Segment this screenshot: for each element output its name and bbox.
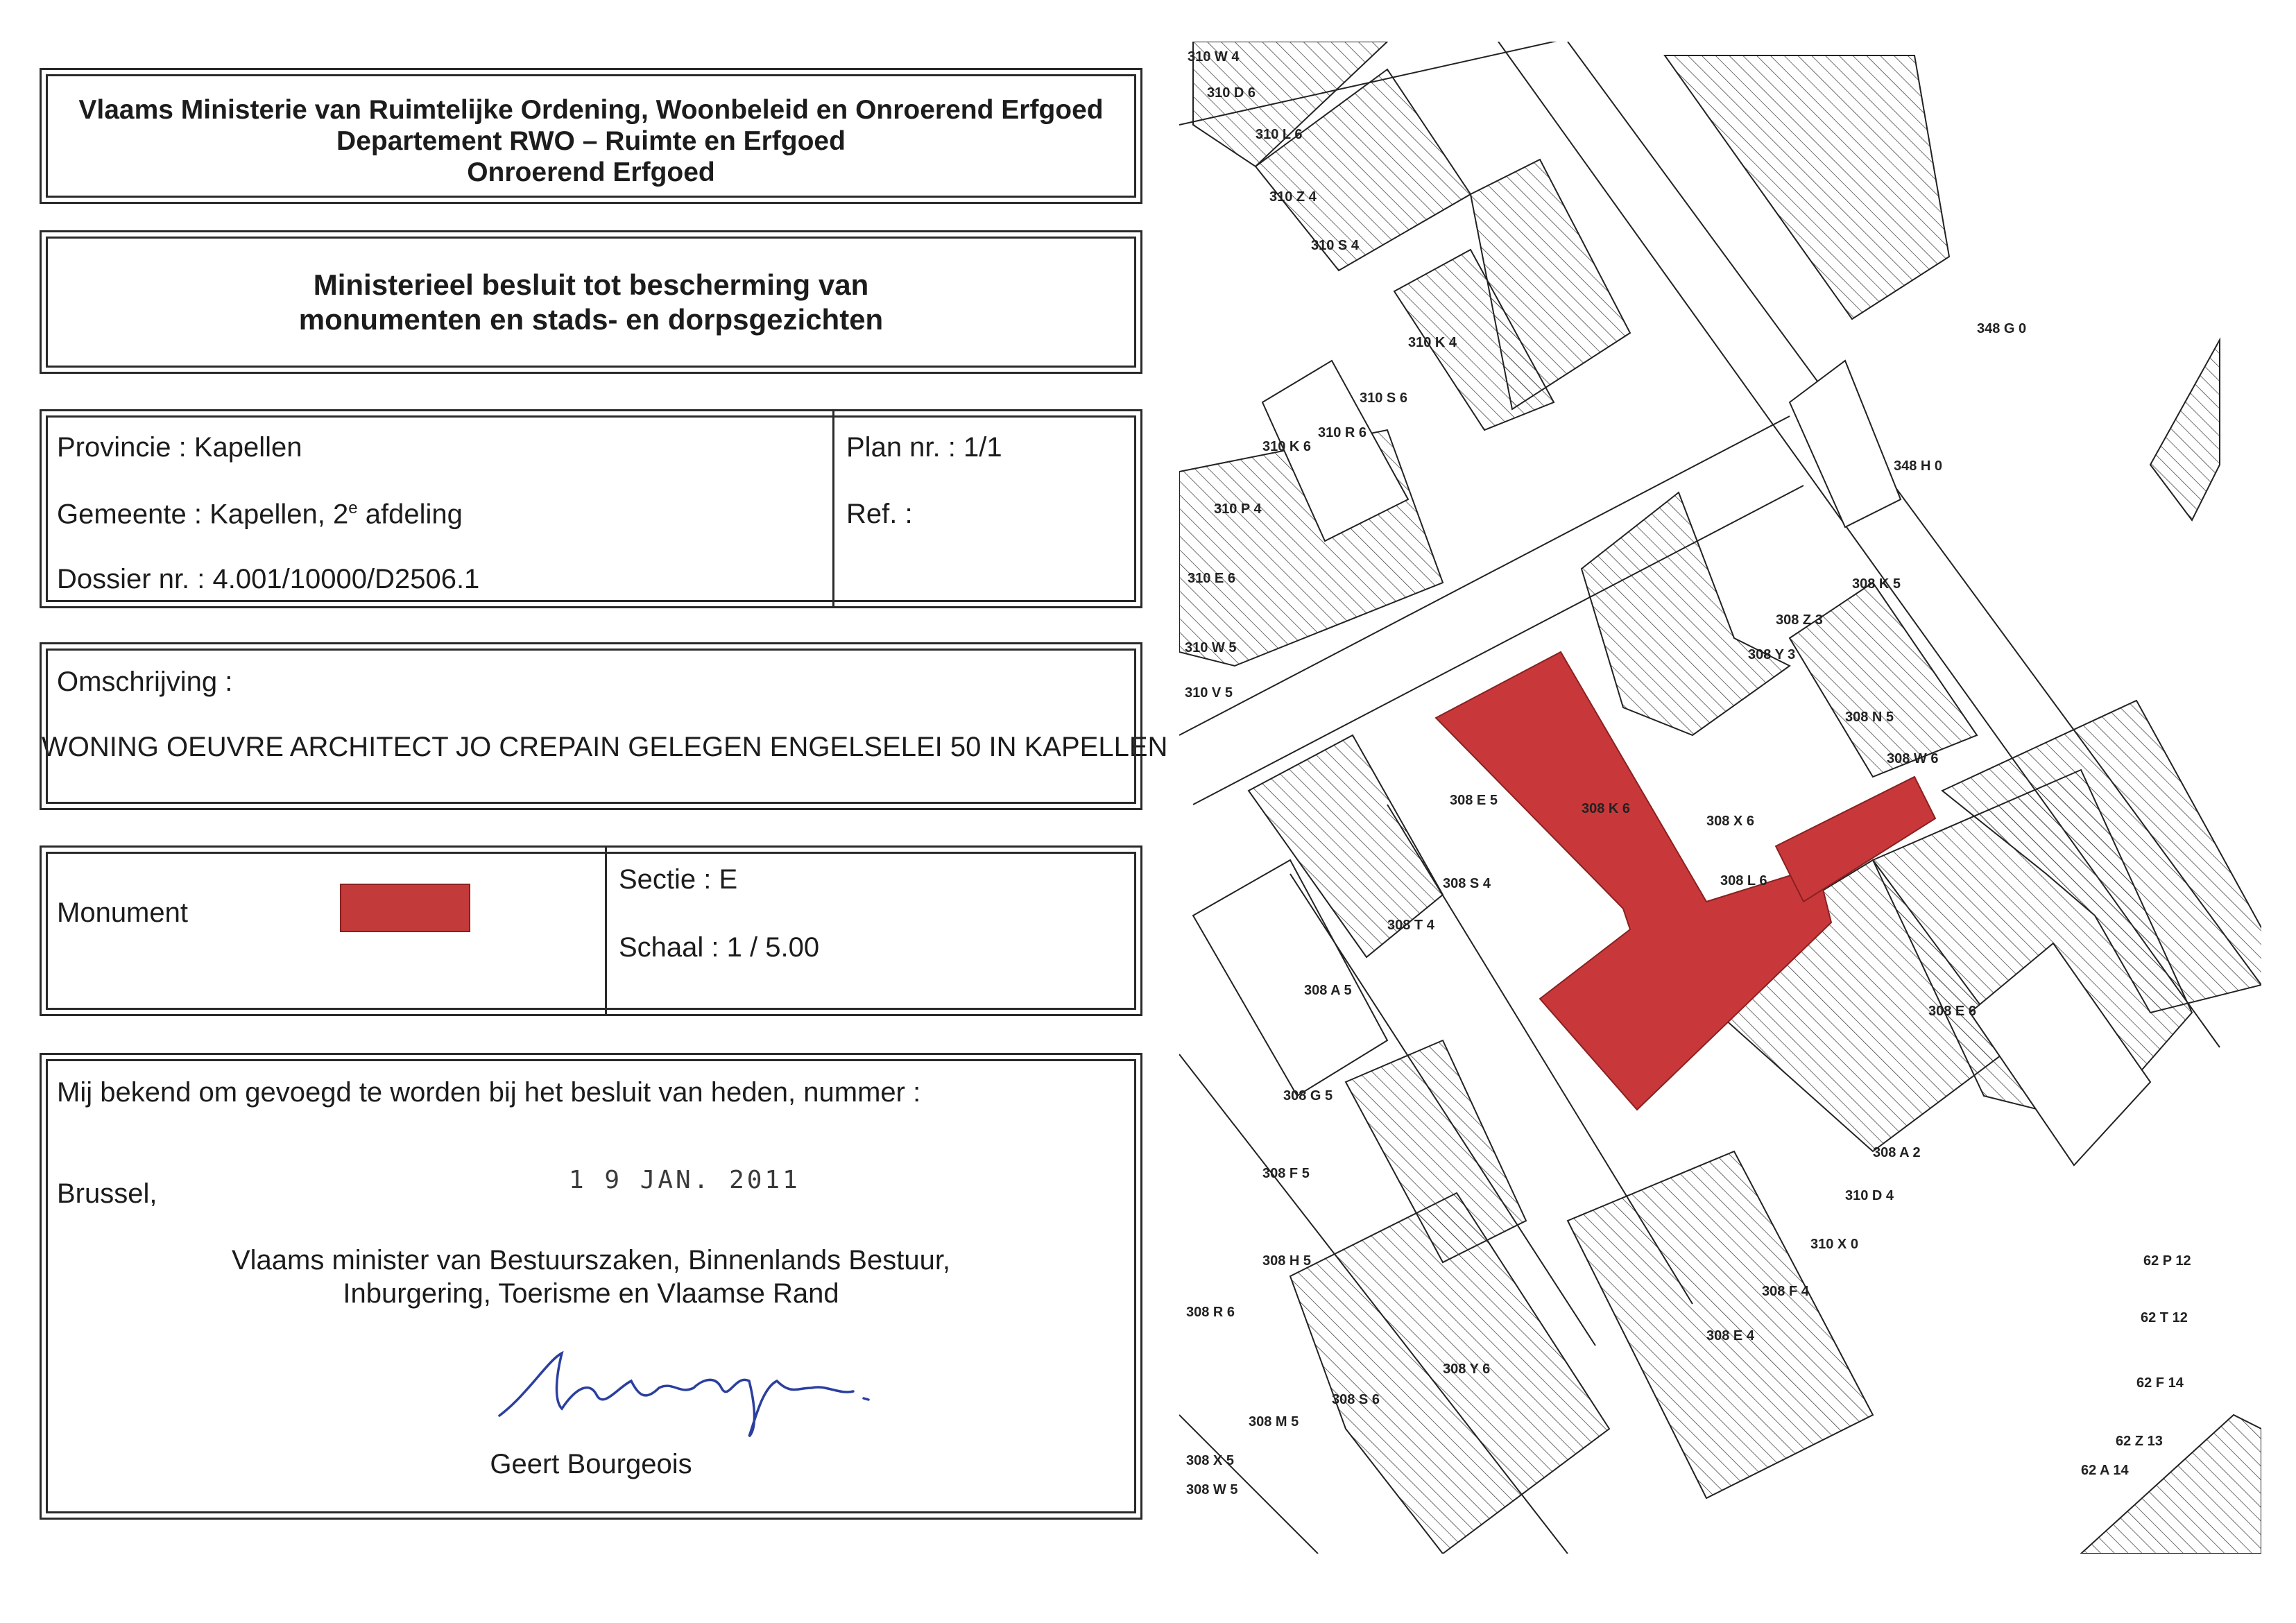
hatched-parcel [2081,1415,2261,1554]
parcel-label: 348 H 0 [1894,458,1943,474]
location-box [40,409,1142,608]
parcel-label: 308 Y 6 [1443,1362,1491,1377]
parcel-label: 310 P 4 [1214,501,1262,517]
parcel-label: 348 G 0 [1977,321,2027,336]
header-box [40,68,1142,204]
title-box [40,230,1142,374]
parcel-label: 310 D 4 [1845,1188,1894,1203]
parcel-label: 308 L 6 [1720,873,1767,888]
monument-swatch [340,884,470,932]
parcel-label: 308 A 2 [1873,1145,1921,1160]
parcel-label: 310 V 5 [1185,685,1233,701]
description-text: WONING OEUVRE ARCHITECT JO CREPAIN GELEGEN ENGELSELEI 50 IN KAPELLEN [42,732,1168,762]
agency-name: Onroerend Erfgoed [467,157,715,187]
gemeente [57,499,463,530]
parcel-label: 308 Y 3 [1748,647,1796,662]
parcel-label: 308 M 5 [1249,1414,1299,1429]
parcel-label: 310 W 5 [1185,640,1237,655]
parcel-label: 308 X 5 [1186,1453,1234,1468]
parcel-label: 308 T 4 [1387,918,1434,933]
title-line-1: Ministerieel besluit tot bescherming van [313,268,869,301]
minister-title-2: Inburgering, Toerisme en Vlaamse Rand [343,1278,839,1309]
gemeente-superscript: e [348,499,358,517]
divider [832,411,834,606]
parcel-label: 308 K 5 [1852,576,1901,592]
hatched-parcel [1582,492,1790,735]
parcel-label: 310 L 6 [1256,127,1303,142]
parcel-label: 310 W 4 [1188,49,1240,65]
provincie: Provincie : Kapellen [57,432,302,463]
parcel-label: 308 S 4 [1443,876,1491,891]
parcel-label: 308 G 5 [1283,1088,1333,1104]
date-stamp: 1 9 JAN. 2011 [569,1166,800,1194]
parcel-label: 308 W 5 [1186,1482,1238,1497]
minister-title-1: Vlaams minister van Bestuurszaken, Binnenlands Bestuur, [231,1245,951,1276]
parcel-label: 308 S 6 [1332,1392,1380,1407]
parcel-label: 62 F 14 [2136,1375,2184,1391]
hatched-parcel [1665,55,1949,319]
monument-label: Monument [57,898,188,928]
description-label: Omschrijving : [57,667,233,697]
reference: Ref. : [846,499,913,529]
cadastral-map [1179,42,2261,1554]
hatched-parcel [1568,1151,1873,1498]
sectie: Sectie : E [619,864,738,895]
parcel-label: 310 X 0 [1810,1237,1858,1252]
description-box [40,642,1168,810]
parcel-label: 310 K 6 [1262,439,1312,454]
ministry-name: Vlaams Ministerie van Ruimtelijke Ordening, Woonbeleid en Onroerend Erfgoed [78,95,1104,125]
title-line-2: monumenten en stads- en dorpsgezichten [298,303,884,336]
parcel-label: 308 E 5 [1450,793,1498,808]
parcel-label: 308 R 6 [1186,1305,1235,1320]
parcel-label: 310 S 4 [1311,238,1359,253]
minister-name: Geert Bourgeois [490,1449,692,1479]
parcel-label: 308 K 6 [1582,801,1631,816]
parcel-label: 62 T 12 [2141,1310,2188,1325]
plan-number: Plan nr. : 1/1 [846,432,1002,463]
gemeente-suffix: afdeling [357,499,463,530]
schaal: Schaal : 1 / 5.00 [619,932,820,963]
legend-box [40,845,1142,1016]
parcel-label: 62 P 12 [2143,1253,2191,1269]
hatched-parcel [2150,340,2220,520]
parcel-label: 310 Z 4 [1269,189,1317,205]
parcel-label: 310 S 6 [1360,390,1407,406]
parcel-label: 308 H 5 [1262,1253,1312,1269]
parcel-label: 308 W 6 [1887,751,1939,766]
parcel-label: 308 A 5 [1304,983,1352,998]
parcel-label: 308 E 6 [1928,1004,1976,1019]
parcel-label: 308 F 5 [1262,1166,1310,1181]
parcel-label: 62 A 14 [2081,1463,2129,1478]
parcel-label: 310 K 4 [1408,335,1457,350]
parcel-label: 310 R 6 [1318,425,1367,440]
place: Brussel, [57,1178,157,1209]
acknowledgement-text: Mij bekend om gevoegd te worden bij het besluit van heden, nummer : [57,1077,921,1108]
signature-image [486,1332,888,1443]
parcel-label: 310 E 6 [1188,571,1235,586]
department-name: Departement RWO – Ruimte en Erfgoed [336,126,846,156]
parcel-label: 308 E 4 [1706,1328,1754,1343]
parcel-label: 310 D 6 [1207,85,1256,101]
parcel-label: 308 F 4 [1762,1284,1809,1299]
parcel-label: 308 N 5 [1845,710,1894,725]
parcel-label: 308 X 6 [1706,814,1754,829]
parcel-label: 308 Z 3 [1776,612,1823,628]
divider [605,848,607,1014]
parcel [1790,361,1901,527]
parcel-label: 62 Z 13 [2116,1434,2163,1449]
dossier-number: Dossier nr. : 4.001/10000/D2506.1 [57,564,480,594]
gemeente-text: Gemeente : Kapellen, 2 [57,499,349,530]
hatched-parcel [1790,583,1977,777]
signature-box [40,1053,1142,1520]
